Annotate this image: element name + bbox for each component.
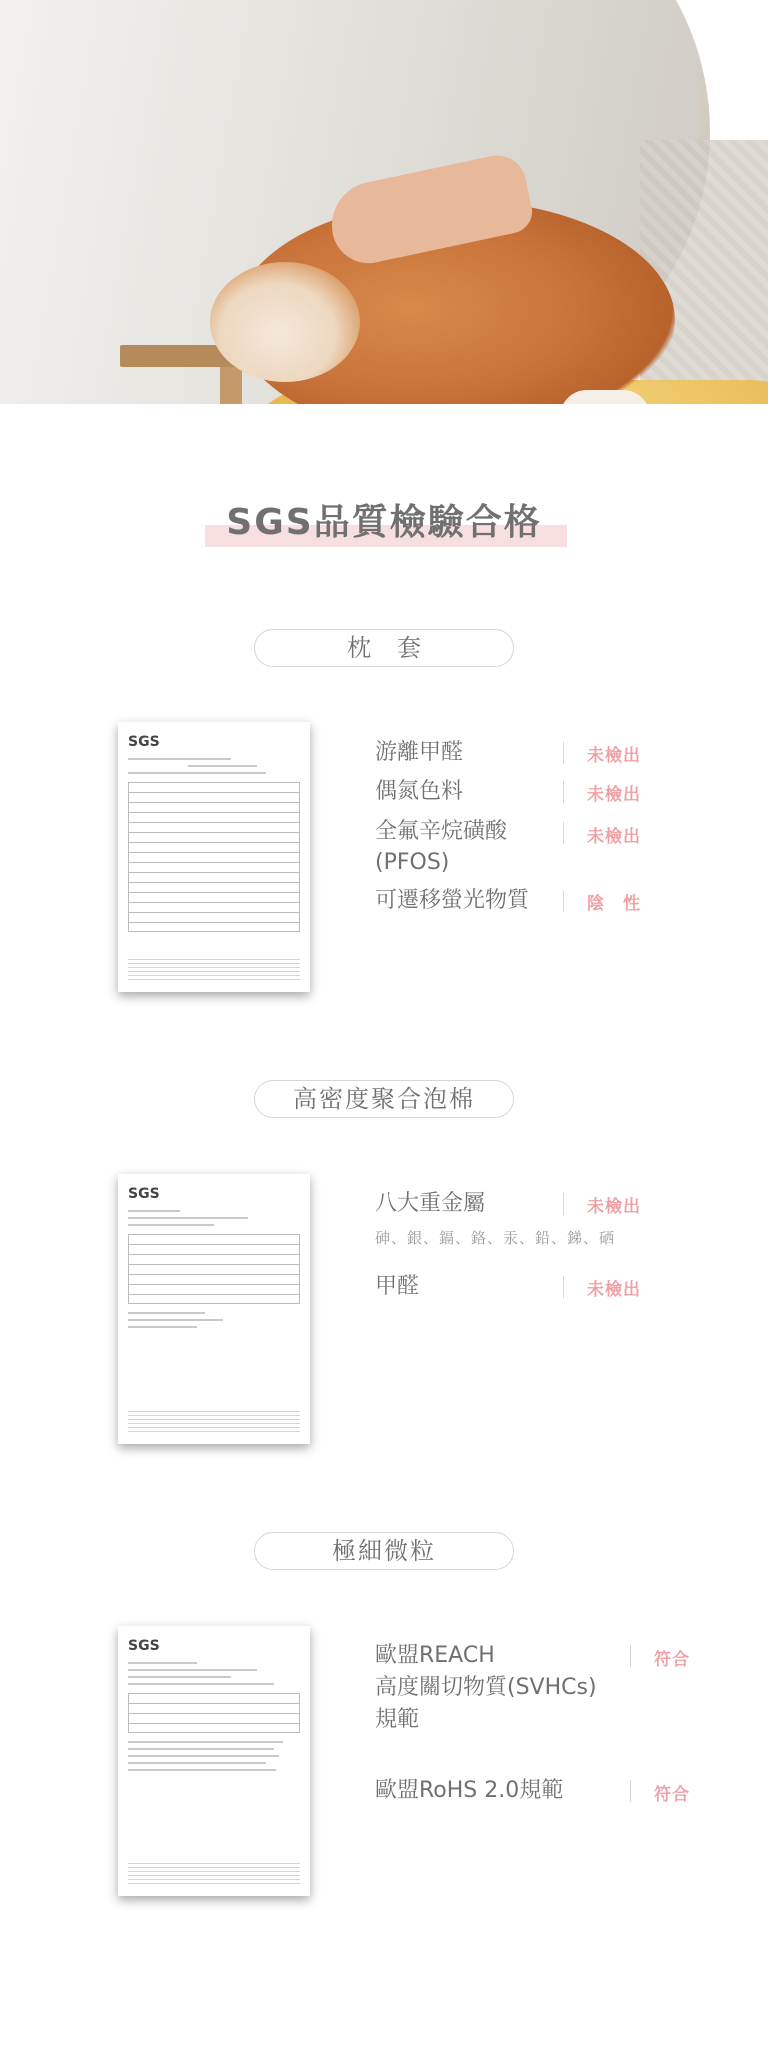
spec-item-name-line2: 高度關切物質(SVHCs) xyxy=(375,1675,597,1700)
spec-item-result: 未檢出 xyxy=(587,1280,641,1300)
spec-item-result: 未檢出 xyxy=(587,1197,641,1217)
report-table xyxy=(128,1693,300,1733)
spec-item-name: 偶氮色料 xyxy=(375,779,464,804)
sgs-report-document xyxy=(118,722,310,992)
sgs-report-document xyxy=(118,1174,310,1444)
main-title-wrap xyxy=(0,494,768,545)
spec-item-name: 歐盟RoHS 2.0規範 xyxy=(375,1778,564,1803)
hero-photo xyxy=(0,0,768,404)
spec-item-result: 未檢出 xyxy=(587,746,641,766)
sgs-logo: SGS xyxy=(128,1638,160,1654)
spec-item-name: 甲醛 xyxy=(375,1274,420,1299)
section-title-foam: 高密度聚合泡棉 xyxy=(254,1080,514,1118)
spec-item-name: 八大重金屬 xyxy=(375,1191,486,1216)
spec-item-subtext: 砷、銀、鎘、鉻、汞、鉛、銻、硒 xyxy=(375,1229,616,1247)
report-footer xyxy=(128,956,300,980)
spec-item-name: 全氟辛烷磺酸 xyxy=(375,819,508,844)
spec-item-result: 未檢出 xyxy=(587,785,641,805)
section-title-pillowcase: 枕套 xyxy=(254,629,514,667)
report-footer xyxy=(128,1860,300,1884)
sgs-logo: SGS xyxy=(128,1186,160,1202)
section-title-particles: 極細微粒 xyxy=(254,1532,514,1570)
report-table xyxy=(128,1234,300,1304)
page-title: SGS品質檢驗合格 xyxy=(226,502,542,543)
spec-item-result: 符合 xyxy=(654,1785,690,1805)
spec-item-result: 陰 性 xyxy=(587,894,641,914)
spec-item-name: 歐盟REACH xyxy=(375,1643,495,1668)
dog-face-graphic xyxy=(210,262,360,382)
spec-item-result: 符合 xyxy=(654,1650,690,1670)
spec-item-name-line2: (PFOS) xyxy=(375,850,450,875)
sgs-report-document xyxy=(118,1626,310,1896)
report-table xyxy=(128,782,300,932)
report-footer xyxy=(128,1408,300,1432)
spec-item-name: 游離甲醛 xyxy=(375,740,464,765)
spec-item-name: 可遷移螢光物質 xyxy=(375,888,530,913)
sgs-logo: SGS xyxy=(128,734,160,750)
spec-item-result: 未檢出 xyxy=(587,827,641,847)
spec-item-name-line3: 規範 xyxy=(375,1707,420,1732)
